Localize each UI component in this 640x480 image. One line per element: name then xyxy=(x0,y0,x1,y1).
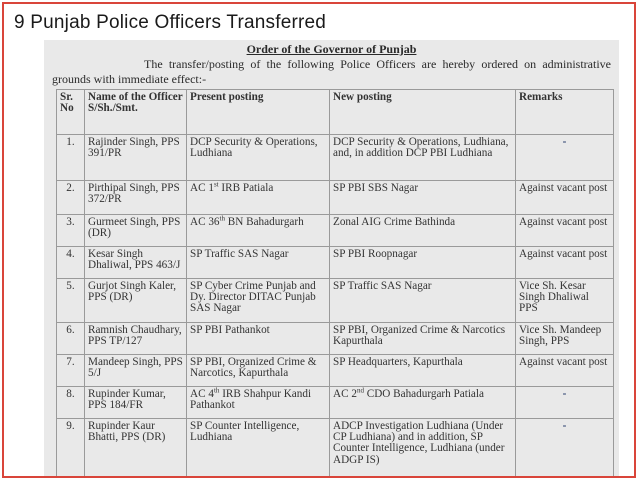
cell-new-posting: Zonal AIG Crime Bathinda xyxy=(330,215,516,247)
cell-present-posting: SP PBI Pathankot xyxy=(187,323,330,355)
article-headline: 9 Punjab Police Officers Transferred xyxy=(14,12,327,33)
cell-remarks: Vice Sh. Mandeep Singh, PPS xyxy=(516,323,614,355)
cell-name: Pirthipal Singh, PPS 372/PR xyxy=(85,181,187,215)
article-frame xyxy=(2,2,636,478)
header-remarks: Remarks xyxy=(516,90,614,135)
cell-name: Kesar Singh Dhaliwal, PPS 463/J xyxy=(85,247,187,279)
cell-new-posting: DCP Security & Operations, Ludhiana, and, in addition DCP PBI Ludhiana xyxy=(330,135,516,181)
cell-sr: 3. xyxy=(57,215,85,247)
cell-present-posting: SP Traffic SAS Nagar xyxy=(187,247,330,279)
cell-name: Rajinder Singh, PPS 391/PR xyxy=(85,135,187,181)
table-row xyxy=(57,247,614,279)
cell-present-posting: DCP Security & Operations, Ludhiana xyxy=(187,135,330,181)
table-header-row xyxy=(57,90,614,135)
cell-new-posting: SP PBI Roopnagar xyxy=(330,247,516,279)
table-row xyxy=(57,387,614,419)
cell-sr: 5. xyxy=(57,279,85,323)
cell-new-posting: SP PBI SBS Nagar xyxy=(330,181,516,215)
cell-present-posting: SP PBI, Organized Crime & Narcotics, Kapurthala xyxy=(187,355,330,387)
cell-new-posting: SP Headquarters, Kapurthala xyxy=(330,355,516,387)
cell-name: Mandeep Singh, PPS 5/J xyxy=(85,355,187,387)
cell-name: Ramnish Chaudhary, PPS TP/127 xyxy=(85,323,187,355)
cell-sr: 6. xyxy=(57,323,85,355)
cell-new-posting: SP Traffic SAS Nagar xyxy=(330,279,516,323)
cell-name: Rupinder Kaur Bhatti, PPS (DR) xyxy=(85,419,187,479)
cell-sr: 1. xyxy=(57,135,85,181)
header-name: Name of the Officer S/Sh./Smt. xyxy=(85,90,187,135)
table-row xyxy=(57,279,614,323)
cell-remarks: - xyxy=(516,387,614,419)
cell-sr: 9. xyxy=(57,419,85,479)
table-row xyxy=(57,215,614,247)
cell-present-posting: SP Cyber Crime Punjab and Dy. Director DITAC Punjab SAS Nagar xyxy=(187,279,330,323)
cell-remarks: Against vacant post xyxy=(516,355,614,387)
cell-remarks: Against vacant post xyxy=(516,181,614,215)
cell-remarks: - xyxy=(516,419,614,479)
cell-present-posting: AC 4th IRB Shahpur Kandi Pathankot xyxy=(187,387,330,419)
table-row xyxy=(57,323,614,355)
header-new-posting: New posting xyxy=(330,90,516,135)
cell-new-posting: ADCP Investigation Ludhiana (Under CP Ludhiana) and in addition, SP Counter Intelligence, Ludhiana (under ADGP IS) xyxy=(330,419,516,479)
cell-remarks: Against vacant post xyxy=(516,215,614,247)
cell-name: Gurmeet Singh, PPS (DR) xyxy=(85,215,187,247)
cell-name: Rupinder Kumar, PPS 184/FR xyxy=(85,387,187,419)
table-row xyxy=(57,419,614,479)
cell-present-posting: AC 36th BN Bahadurgarh xyxy=(187,215,330,247)
cell-new-posting: AC 2nd CDO Bahadurgarh Patiala xyxy=(330,387,516,419)
order-intro: The transfer/posting of the following Police Officers are hereby ordered on administrative grounds with immediate effect:- xyxy=(52,57,611,86)
table-row xyxy=(57,135,614,181)
cell-sr: 4. xyxy=(57,247,85,279)
header-present-posting: Present posting xyxy=(187,90,330,135)
cell-remarks: - xyxy=(516,135,614,181)
order-document xyxy=(44,40,619,478)
cell-new-posting: SP PBI, Organized Crime & Narcotics Kapurthala xyxy=(330,323,516,355)
cell-name: Gurjot Singh Kaler, PPS (DR) xyxy=(85,279,187,323)
cell-remarks: Against vacant post xyxy=(516,247,614,279)
cell-sr: 7. xyxy=(57,355,85,387)
table-row xyxy=(57,181,614,215)
cell-sr: 8. xyxy=(57,387,85,419)
transfer-table xyxy=(56,89,614,478)
order-title: Order of the Governor of Punjab xyxy=(246,42,417,56)
table-row xyxy=(57,355,614,387)
cell-present-posting: SP Counter Intelligence, Ludhiana xyxy=(187,419,330,479)
cell-present-posting: AC 1st IRB Patiala xyxy=(187,181,330,215)
cell-remarks: Vice Sh. Kesar Singh Dhaliwal PPS xyxy=(516,279,614,323)
cell-sr: 2. xyxy=(57,181,85,215)
header-sr: Sr. No xyxy=(57,90,85,135)
